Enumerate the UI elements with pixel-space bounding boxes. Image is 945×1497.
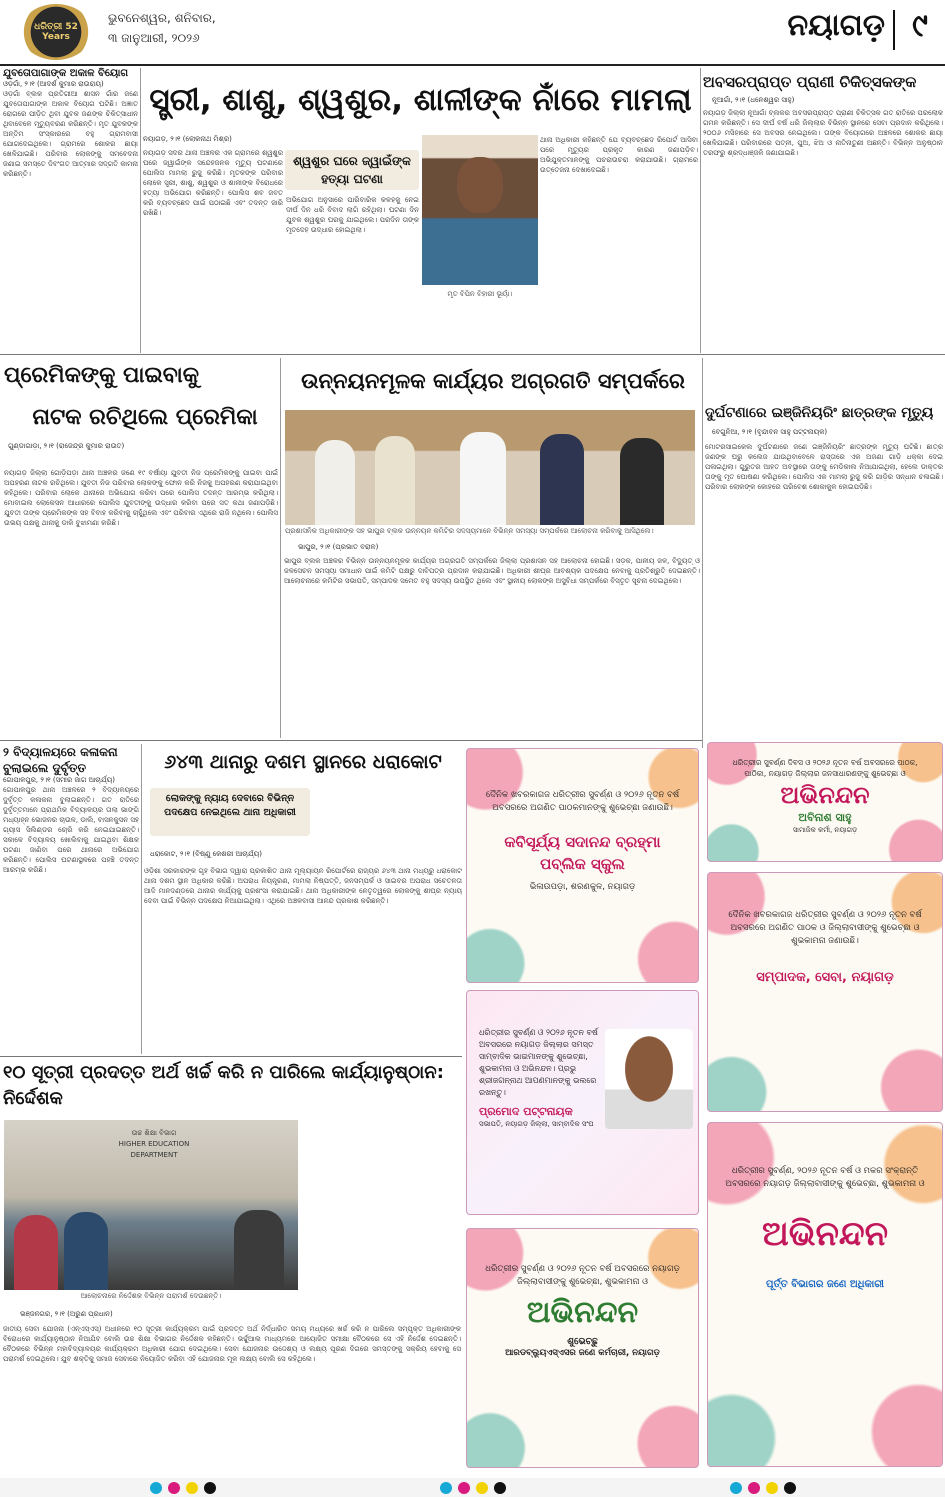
dharakote-headline: ୬୪୩ ଥାନାରୁ ଦଶମ ସ୍ଥାନରେ ଧରାକୋଟ [164,751,442,773]
left-article-1 [3,67,138,352]
dharakote-body: ଓଡ଼ିଶା ସରକାରଙ୍କ ଗୃହ ବିଭାଗ ଦ୍ୱାରା ପ୍ରକାଶିତ ଥାନା ମୂଲ୍ୟାୟନ ରିପୋର୍ଟରେ ରାଜ୍ୟର ୬୪୩ ଥାନା ମଧ୍ୟରୁ ଧରାକୋଟ ଥାନା ଦଶମ ସ୍ଥାନ ଅଧିକାର କରିଛି। ଅପରାଧ ନିୟନ୍ତ୍ରଣ, ମାମଲା ନିଷ୍ପତ୍ତି, ଜନସମ୍ପର୍କ ଓ ସାଇବର ଅପରାଧ ସଚେତନତା ଆଦି ମାନଦଣ୍ଡରେ ଥାନାର କାର୍ଯ୍ୟକୁ ପ୍ରଶଂସା କରାଯାଇଛି। ଥାନା ଅଧିକାରୀଙ୍କ ନେତୃତ୍ୱରେ ଲୋକଙ୍କୁ ଶୀଘ୍ର ନ୍ୟାୟ ଦେବା ପାଇଁ ବିଭିନ୍ନ ପଦକ୍ଷେପ ନିଆଯାଇଥିଲା। ଏଥିରେ ଅଞ୍ଚଳବାସୀ ଆନନ୍ଦ ପ୍ରକାଶ କରିଛନ୍ତି। [144,867,462,905]
dharakote-kicker: ଲୋକଙ୍କୁ ନ୍ୟାୟ ଦେବାରେ ବିଭିନ୍ନ ପଦକ୍ଷେପ ନେଇଥିଲେ ଥାନା ଅଧିକାରୀ [150,788,310,836]
person [540,434,584,525]
h-rule [0,354,945,355]
section-title: ନୟାଗଡ଼ [787,8,885,43]
right-byline-1: ନୂଆଗାଁ, ୨।୧ (ଧନେଶ୍ୱର ସାହୁ) [712,96,795,104]
magenta-mark [748,1482,760,1494]
dev-photo-caption: ପ୍ରଶାସନିକ ଅଧିକାରୀଙ୍କ ସହ ଭାପୁର ବ୍ଲକ ଉନ୍ନୟନ କମିଟିର ସଦସ୍ୟମାନେ ବିଭିନ୍ନ ସମସ୍ୟା ସମ୍ପର୍କରେ ଆଲୋଚନା କରିବାକୁ ଆସିଥିଲେ। [285,527,654,535]
ad-big: ଅଭିନନ୍ଦନ [761,1214,889,1254]
left-article-2 [3,744,139,1054]
col-divider [140,68,141,353]
section-divider [893,10,895,50]
dateline-city: ଭୁବନେଶ୍ୱର, ଶନିବାର, [108,11,216,25]
ad-text: ଧରିତ୍ରୀର ସୁବର୍ଣ୍ଣ ଓ ୨୦୨୬ ନୂତନ ବର୍ଷ ଅବସରରେ ନୟାଗଡ଼ ଜିଲ୍ଲାର ସମସ୍ତ ସାମ୍ବାଦିକ ଭାଇମାନଙ୍କୁ ଶୁଭେଚ୍ଛା, ଶୁଭକାମନା ଓ ଅଭିନନ୍ଦନ। ପ୍ରଭୁ ଶ୍ରୀଜଗନ୍ନାଥ ଆପଣମାନଙ୍କୁ ଭଲରେ ରଖନ୍ତୁ। [479,1028,598,1097]
person [460,432,506,525]
bottom-photo-caption: ଆଲୋଚନାରେ ନିର୍ଦ୍ଦେଶକ ବିଭିନ୍ନ ପରାମର୍ଶ ଦେଉଛନ୍ତି। [80,1292,222,1300]
col-divider [702,358,703,748]
main-headline: ସ୍ତ୍ରୀ, ଶାଶୁ, ଶ୍ୱଶୁର, ଶାଳୀଙ୍କ ନାଁରେ ମାମଲା [149,82,692,118]
love-body: ନୟାଗଡ଼ ଜିଲ୍ଲା ଗୋଡ଼ିପଡ଼ା ଥାନା ଅଞ୍ଚଳର ଜଣେ ୧୯ ବର୍ଷୀୟା ଯୁବତୀ ନିଜ ପ୍ରେମିକଙ୍କୁ ପାଇବା ପାଇଁ ଅପହରଣ ନାଟକ ରଚିଥିଲେ। ଯୁବତୀ ନିଜ ପରିବାର ଲୋକଙ୍କୁ ଫୋନ କରି ନିଜକୁ ଅପହରଣ କରାଯାଇଥିବା କହିଥିଲେ। ପରିବାର ଲୋକେ ଥାନାରେ ଅଭିଯୋଗ କରିବା ପରେ ପୋଲିସ ତଦନ୍ତ ଆରମ୍ଭ କରିଥିଲା। ମୋବାଇଲ ଲୋକେସନ ଆଧାରରେ ପୋଲିସ ଯୁବତୀଙ୍କୁ ଉଦ୍ଧାର କରିବା ପରେ ସତ କଥା ଜଣାପଡ଼ିଛି। ଯୁବତୀ ତାଙ୍କ ପ୍ରେମିକଙ୍କ ସହ ବିବାହ କରିବାକୁ ଚାହୁଁଥିଲେ ଏବଂ ପରିବାର ଏଥିରେ ରାଜି ନଥିଲେ। ପୋଲିସ ଉଭୟ ପକ୍ଷକୁ ଥାନାକୁ ଡାକି ବୁଝାମଣା କରିଛି। [4,469,278,527]
cyan-mark [440,1482,452,1494]
ad-purta [707,1122,943,1467]
sign-en-1: HIGHER EDUCATION [118,1140,190,1148]
dev-headline: ଉନ୍ନୟନମୂଳକ କାର୍ଯ୍ୟର ଅଗ୍ରଗତି ସମ୍ପର୍କରେ [301,369,685,393]
sign-odia: ଉଚ୍ଚ ଶିକ୍ଷା ବିଭାଗ [131,1129,177,1137]
right-body-2: ମୋଟରସାଇକେଲ ଦୁର୍ଘଟଣାରେ ଜଣେ ଇଞ୍ଜିନିୟରିଂ ଛାତ୍ରଙ୍କ ମୃତ୍ୟୁ ଘଟିଛି। ଛାତ୍ର ଜଣଙ୍କ ଘରୁ କଲେଜ ଯାଉଥିବାବେଳେ ରାସ୍ତାରେ ଏକ ଅଜଣା ଗାଡ଼ି ଧକ୍କା ଦେଇ ପଳାଇଥିଲା। ଗୁରୁତର ଆହତ ଅବସ୍ଥାରେ ତାଙ୍କୁ ମେଡିକାଲ ନିଆଯାଇଥିଲା, ହେଲେ ଡାକ୍ତର ତାଙ୍କୁ ମୃତ ଘୋଷଣା କରିଥିଲେ। ପୋଲିସ ଏକ ମାମଲା ରୁଜୁ କରି ଗାଡ଼ିର ସନ୍ଧାନ ଚଳାଇଛି। ପରିବାର ଲୋକଙ୍କ କୋହରେ ପରିବେଶ ଶୋକାକୁଳ ହୋଇପଡ଼ିଛି। [705,443,943,491]
dev-body: ଭାପୁର ବ୍ଲକ ଅଞ୍ଚଳର ବିଭିନ୍ନ ଉନ୍ନୟନମୂଳକ କାର୍ଯ୍ୟର ଅଗ୍ରଗତି ସମ୍ପର୍କରେ ଜିଲ୍ଲା ପ୍ରଶାସନ ସହ ଆଲୋଚନା ହୋଇଛି। ସଡ଼କ, ପାନୀୟ ଜଳ, ବିଦ୍ୟୁତ୍ ଓ ଜଳସେଚନ ସମସ୍ୟା ସମାଧାନ ପାଇଁ କମିଟି ପକ୍ଷରୁ ଦାବିପତ୍ର ପ୍ରଦାନ କରାଯାଇଛି। ଅଧିକାରୀ ଶୀଘ୍ର ଆବଶ୍ୟକ ପଦକ୍ଷେପ ନେବାକୁ ପ୍ରତିଶ୍ରୁତି ଦେଇଛନ୍ତି। ଆଲୋଚନାରେ କମିଟିର ସଭାପତି, ସମ୍ପାଦକ ସମେତ ବହୁ ସଦସ୍ୟ ଉପସ୍ଥିତ ଥିଲେ ଏବଂ ସ୍ଥାନୀୟ ଲୋକଙ୍କ ଅସୁବିଧା ସମ୍ପର୍କରେ ବିସ୍ତୃତ ସୂଚନା ଦେଇଥିଲେ। [284,557,700,585]
ad-abinash [707,742,943,862]
byline: ଓଡ଼ଗାଁ, ୨।୧ (ଆଦର୍ଶ କୁମାର ରାଉରାୟ) [3,80,104,88]
love-byline: ଗୁଣ୍ଡାଗାଡ଼ା, ୨।୧ (ରାଜେନ୍ଦ୍ର କୁମାର ରାଉତ) [8,442,125,450]
h-rule [0,1056,462,1057]
black-mark [494,1482,506,1494]
headline: ୨ ବିଦ୍ୟାଳୟରେ କଳାକନା ବୁଲାଇଲେ ଦୁର୍ବୃତ୍ତ [3,745,118,775]
ad-text: ଧରିତ୍ରୀର ସୁବର୍ଣ୍ଣ ଦିବସ ଓ ୨୦୨୬ ନୂତନ ବର୍ଷ ଅବସରରେ ପାଠକ, ପାଠିକା, ନୟାଗଡ଼ ଜିଲ୍ଲାର ଜନସାଧାରଣଙ୍କୁ ଶୁଭେଚ୍ଛା ଓ [732,758,918,778]
masthead-rule [0,64,945,66]
dharakote-byline: ଧରାକୋଟ, ୨।୧ (ବିଷ୍ଣୁ କେଶରୀ ଆଚାର୍ଯ୍ୟ) [150,850,263,858]
right-headline-1: ଅବସରପ୍ରାପ୍ତ ପ୍ରାଣୀ ଚିକିତ୍ସକଙ୍କ [703,73,917,91]
ad-role: ସଭାପତି, ନୟାଗଡ଼ ଜିଲ୍ଲା, ସାମ୍ବାଦିକ ସଂଘ [479,1120,594,1128]
ad-text: ଦୈନିକ ଖବରକାଗଜ ଧରିତ୍ରୀର ସୁବର୍ଣ୍ଣ ଓ ୨୦୨୬ ନୂତନ ବର୍ଷ ଅବସରରେ ଅଗଣିତ ପାଠକମାନଙ୍କୁ ଶୁଭେଚ୍ଛା ଜଣାଉଛି। [485,790,680,813]
portrait [605,1029,693,1129]
body: ଓଡ଼ଗାଁ ବ୍ଲକ ପ୍ରତିଗୀଆ ଶାସନ ଗାଁର ଜଣେ ଯୁବତୋପାଗାଙ୍କ ଅକାଳ ବିୟୋଗ ଘଟିଛି। ଅଜ୍ଞାତ ରୋଗରେ ପୀଡ଼ିତ ଥିବା ଯୁବକ ଜଣଙ୍କ ଚିକିତ୍ସାଧୀନ ଥିବାବେଳେ ମୃତ୍ୟୁବରଣ କରିଛନ୍ତି। ମୃତ ଯୁବକଙ୍କ ଅନ୍ତିମ ସଂସ୍କାରରେ ବହୁ ଗ୍ରାମବାସୀ ଯୋଗଦେଇଥିଲେ। ଗ୍ରାମରେ ଶୋକର ଛାୟା ଖେଳିଯାଇଛି। ପରିବାର ଲୋକଙ୍କୁ ସମବେଦନା ଜଣାଇ ସମସ୍ତେ ଦିବଂଗତ ଆତ୍ମାର ସଦ୍‌ଗତି କାମନା କରିଛନ୍ତି। [3,90,138,178]
right-byline-2: ବେଗୁନିଆ, ୨।୧ (ବୃନ୍ଦାବନ ସାହୁ ପଟ୍ଟନାୟକ) [712,428,828,436]
byline: ଗୋପାଳପୁର, ୨।୧ (ସମୀର ଜାଗ ଆଚାର୍ଯ୍ୟ) [3,776,116,784]
col-divider [700,68,701,353]
right-body-1: ନୟାଗଡ଼ ଜିଲ୍ଲା ନୂଆଗାଁ ବ୍ଲକର ଅବସରପ୍ରାପ୍ତ ପ୍ରାଣୀ ଚିକିତ୍ସକ ଗତ ରାତିରେ ପରଲୋକ ଗମନ କରିଛନ୍ତି। ସେ ଦୀର୍ଘ ବର୍ଷ ଧରି ଜିଲ୍ଲାର ବିଭିନ୍ନ ସ୍ଥାନରେ ସେବା ପ୍ରଦାନ କରିଥିଲେ। ୨୦୦୬ ମସିହାରେ ସେ ଅବସର ନେଇଥିଲେ। ତାଙ୍କ ବିୟୋଗରେ ଅଞ୍ଚଳରେ ଶୋକର ଛାୟା ଖେଳିଯାଇଛି। ପରିବାରରେ ପତ୍ନୀ, ପୁଅ, ଝିଅ ଓ ନାତିନାତୁଣୀ ଅଛନ୍ତି। ବିଭିନ୍ନ ଅନୁଷ୍ଠାନ ତରଫରୁ ଶ୍ରଦ୍ଧାଞ୍ଜଳି ଜଣାଯାଇଛି। [703,109,943,157]
footer-marks [0,1478,945,1497]
main-body-col3: ଥାନା ଅଧିକାରୀ କହିଛନ୍ତି ଯେ ବ୍ୟବଚ୍ଛେଦ ରିପୋର୍ଟ ଆସିବା ପରେ ମୃତ୍ୟୁର ପ୍ରକୃତ କାରଣ ଜଣାପଡ଼ିବ। ଅଭିଯୁକ୍ତମାନଙ୍କୁ ପଚରାଉଚରା କରାଯାଉଛି। ଗ୍ରାମରେ ଉତ୍ତେଜନା ଦେଖାଦେଇଛି। [540,136,698,174]
dateline-date: ୩ ଜାନୁଆରୀ, ୨୦୨୬ [108,31,200,45]
ad-role: ସାମାଜିକ କର୍ମୀ, ନୟାଗଡ଼ [792,826,858,834]
ad-name: ଆରଡବ୍ଲ୍ୟୁଏସ୍‌ଏସର ଜଣେ କର୍ମଚାରୀ, ନୟାଗଡ଼ [505,1348,660,1358]
ad-sig: ଶୁଭେଚ୍ଛୁ [567,1337,598,1347]
bottom-photo [4,1120,298,1290]
body: ଗୋପାଳପୁର ଥାନା ଅଞ୍ଚଳରେ ୨ ବିଦ୍ୟାଳୟରେ ଦୁର୍ବୃତ୍ତ କଳାକନା ବୁଲାଇଛନ୍ତି। ଗତ ରାତିରେ ଦୁର୍ବୃତ୍ତମାନେ ପ୍ରାଥମିକ ବିଦ୍ୟାଳୟର ତାଲା ଭାଙ୍ଗି ମଧ୍ୟାହ୍ନ ଭୋଜନର ଚାଉଳ, ଡାଲି, ବାସନକୁସନ ସହ ଗ୍ୟାସ ସିଲିଣ୍ଡର ଚୋରି କରି ନେଇଯାଇଛନ୍ତି। ସକାଳେ ବିଦ୍ୟାଳୟ ଖୋଲିବାକୁ ଯାଇଥିବା ଶିକ୍ଷକ ଘଟଣା ଜାଣିବା ପରେ ଥାନାରେ ଅଭିଯୋଗ କରିଛନ୍ତି। ପୋଲିସ ଘଟଣାସ୍ଥଳରେ ପହଞ୍ଚି ତଦନ୍ତ ଆରମ୍ଭ କରିଛି। [3,786,139,874]
bottom-body-col1: ଜାତୀୟ ସେବା ଯୋଜନା (ଏନ୍‌ଏସ୍‌ଏସ୍) ଅଧୀନରେ ୧୦ ସୂତ୍ରୀ କାର୍ଯ୍ୟକ୍ରମ ପାଇଁ ପ୍ରଦତ୍ତ ଅର୍ଥ ନିର୍ଦ୍ଧାରିତ ସମୟ ମଧ୍ୟରେ ଖର୍ଚ୍ଚ କରି ନ ପାରିଲେ ସମ୍ପୃକ୍ତ ଅଧିକାରୀଙ୍କ ବିରୋଧରେ କାର୍ଯ୍ୟାନୁଷ୍ଠାନ ନିଆଯିବ ବୋଲି ଉଚ୍ଚ ଶିକ୍ଷା ବିଭାଗର ନିର୍ଦ୍ଦେଶକ କହିଛନ୍ତି। ଭର୍ଚ୍ଚୁଆଲ ମାଧ୍ୟମରେ ଆୟୋଜିତ ସମୀକ୍ଷା ବୈଠକରେ ସେ ଏହି ନିର୍ଦ୍ଦେଶ ଦେଇଛନ୍ତି। ବୈଠକରେ ବିଭିନ୍ନ ମହାବିଦ୍ୟାଳୟର କାର୍ଯ୍ୟକ୍ରମ ଅଧିକାରୀ ଯୋଗ ଦେଇଥିଲେ। ସେବା ଯୋଜନାର ଉଦ୍ଦେଶ୍ୟ ଓ ଲକ୍ଷ୍ୟ ପୂରଣ ଦିଗରେ ସମସ୍ତଙ୍କୁ ସକ୍ରିୟ ହେବାକୁ ସେ ପରାମର୍ଶ ଦେଇଥିଲେ। ଯୁବ ଶକ୍ତିକୁ ସମାଜ ସେବାରେ ନିୟୋଜିତ କରିବା ଏହି ଯୋଜନାର ମୂଳ ଲକ୍ଷ୍ୟ ବୋଲି ସେ କହିଥିଲେ। [3,1325,461,1363]
ad-president [466,990,699,1215]
main-photo [422,135,538,285]
ad-name: ପ୍ରମୋଦ ପଟ୍ଟନାୟକ [479,1105,573,1118]
headline: ଯୁବତୋପାଗାଙ୍କ ଅକାଳ ବିୟୋଗ [3,68,129,79]
main-photo-caption: ମୃତ ବିପିନ ବିହାରୀ ଭୂୟାଁ। [447,290,513,298]
ad-big: ଅଭିନନ୍ଦନ [780,781,870,809]
yellow-mark [766,1482,778,1494]
magenta-mark [458,1482,470,1494]
bottom-headline: ୧୦ ସୂତ୍ରୀ ପ୍ରଦତ୍ତ ଅର୍ଥ ଖର୍ଚ୍ଚ କରି ନ ପାରିଲେ କାର୍ଯ୍ୟାନୁଷ୍ଠାନ: ନିର୍ଦ୍ଦେଶକ [3,1062,444,1109]
person [375,436,415,525]
dev-photo [285,410,695,525]
yellow-mark [476,1482,488,1494]
ad-name: କବିସୂର୍ଯ୍ୟ ସଦାନନ୍ଦ ବ୍ରହ୍ମା ପବ୍ଲିକ ସ୍କୁଲ [504,833,661,873]
ad-sampadak [707,872,943,1112]
sign-en-2: DEPARTMENT [130,1151,178,1159]
ad-text: ଧରିତ୍ରୀର ସୁବର୍ଣ୍ଣ ଓ ୨୦୨୬ ନୂତନ ବର୍ଷ ଅବସରରେ ନୟାଗଡ଼ ଜିଲ୍ଲାବାସୀଙ୍କୁ ଶୁଭେଚ୍ଛା, ଶୁଭକାମନା ଓ [485,1264,680,1287]
ad-name: ଅବିନାଶ ସାହୁ [798,811,852,824]
main-byline: ନୟାଗଡ଼, ୨।୧ (ଲୋକନାଥ ମିଶ୍ର) [143,135,232,143]
cyan-mark [730,1482,742,1494]
ad-text: ଦୈନିକ ଖବରକାଗଜ ଧରିତ୍ରୀର ସୁବର୍ଣ୍ଣ ଓ ୨୦୨୬ ନୂତନ ବର୍ଷ ଅବସରରେ ଅଗଣିତ ପାଠକ ଓ ଜିଲ୍ଲାବାସୀଙ୍କୁ ଶୁଭେଚ୍ଛା ଓ ଶୁଭକାମନା ଜଣାଉଛି। [728,910,922,946]
cyan-mark [150,1482,162,1494]
h-rule [0,740,702,741]
love-headline-1: ପ୍ରେମିକଙ୍କୁ ପାଇବାକୁ [4,363,200,388]
main-body-col2: ଅଭିଯୋଗ ଅନୁସାରେ ପାରିବାରିକ କଳହକୁ ନେଇ ଦୀର୍ଘ ଦିନ ଧରି ବିବାଦ ଲାଗି ରହିଥିଲା। ଘଟଣା ଦିନ ଯୁବକ ଶ୍ୱଶୁର ଘରକୁ ଯାଇଥିଲେ। ପରଦିନ ତାଙ୍କ ମୃତଦେହ ଉଦ୍ଧାର ହୋଇଥିଲା। [286,196,419,234]
masthead [0,0,945,64]
ad-text: ଧରିତ୍ରୀର ସୁବର୍ଣ୍ଣ, ୨୦୨୬ ନୂତନ ବର୍ଷ ଓ ମକର ସଂକ୍ରାନ୍ତି ଅବସରରେ ନୟାଗଡ଼ ଜିଲ୍ଲାବାସୀଙ୍କୁ ଶୁଭେଚ୍ଛା, ଶୁଭକାମନା ଓ [725,1166,925,1189]
page-number: ୯ [912,6,928,44]
person [64,1212,108,1290]
person [315,440,355,525]
person [234,1210,284,1290]
magenta-mark [168,1482,180,1494]
ad-big: ଅଭିନନ୍ଦନ [526,1295,639,1330]
face [457,157,503,213]
sign [94,1128,214,1164]
black-mark [204,1482,216,1494]
ad-name: ସମ୍ପାଦକ, ସେବା, ନୟାଗଡ଼ [756,970,894,985]
right-headline-2: ଦୁର୍ଘଟଣାରେ ଇଞ୍ଜିନିୟରିଂ ଛାତ୍ରଙ୍କ ମୃତ୍ୟୁ [705,405,934,421]
bottom-byline: ଭଞ୍ଜନଗର, ୨।୧ (ଅରୁଣ ପ୍ରଧାନ) [20,1310,113,1318]
ad-school [466,748,699,983]
person [620,438,664,525]
col-divider [280,358,281,738]
dateline [108,8,308,52]
ad-rwss [466,1228,699,1468]
logo: ଧରିତ୍ରୀ 52 Years [20,4,92,60]
ad-name: ପୂର୍ତ୍ତ ବିଭାଗର ଜଣେ ଅଧିକାରୀ [766,1279,884,1290]
black-mark [784,1482,796,1494]
ad-place: ଭିଳାଉପଡ଼ା, ଶରଣକୁଳ, ନୟାଗଡ଼ [529,882,636,892]
col-divider [141,744,142,1054]
yellow-mark [186,1482,198,1494]
main-body-col1: ନୟାଗଡ଼ ସଦର ଥାନା ଅଞ୍ଚଳର ଏକ ଗ୍ରାମରେ ଶ୍ୱଶୁର ଘରେ ଜ୍ୱାଇଁଙ୍କ ସନ୍ଦେହଜନକ ମୃତ୍ୟୁ ଘଟଣାରେ ପୋଲିସ ମାମଲା ରୁଜୁ କରିଛି। ମୃତକଙ୍କ ପରିବାର ଲୋକେ ସ୍ତ୍ରୀ, ଶାଶୁ, ଶ୍ୱଶୁର ଓ ଶାଳୀଙ୍କ ବିରୋଧରେ ହତ୍ୟା ଅଭିଯୋଗ କରିଛନ୍ତି। ପୋଲିସ ଶବ ଜବତ କରି ବ୍ୟବଚ୍ଛେଦ ପାଇଁ ପଠାଇଛି ଏବଂ ତଦନ୍ତ ଜାରି ରଖିଛି। [143,149,283,217]
person [14,1215,58,1290]
dev-byline: ଭାପୁର, ୨।୧ (ପ୍ରଭାତ ବରାଳ) [298,543,379,551]
main-kicker: ଶ୍ୱଶୁର ଘରେ ଜ୍ୱାଇଁଙ୍କ ହତ୍ୟା ଘଟଣା [285,150,419,190]
love-headline-2: ନାଟକ ରଚିଥିଲେ ପ୍ରେମିକା [32,405,258,430]
